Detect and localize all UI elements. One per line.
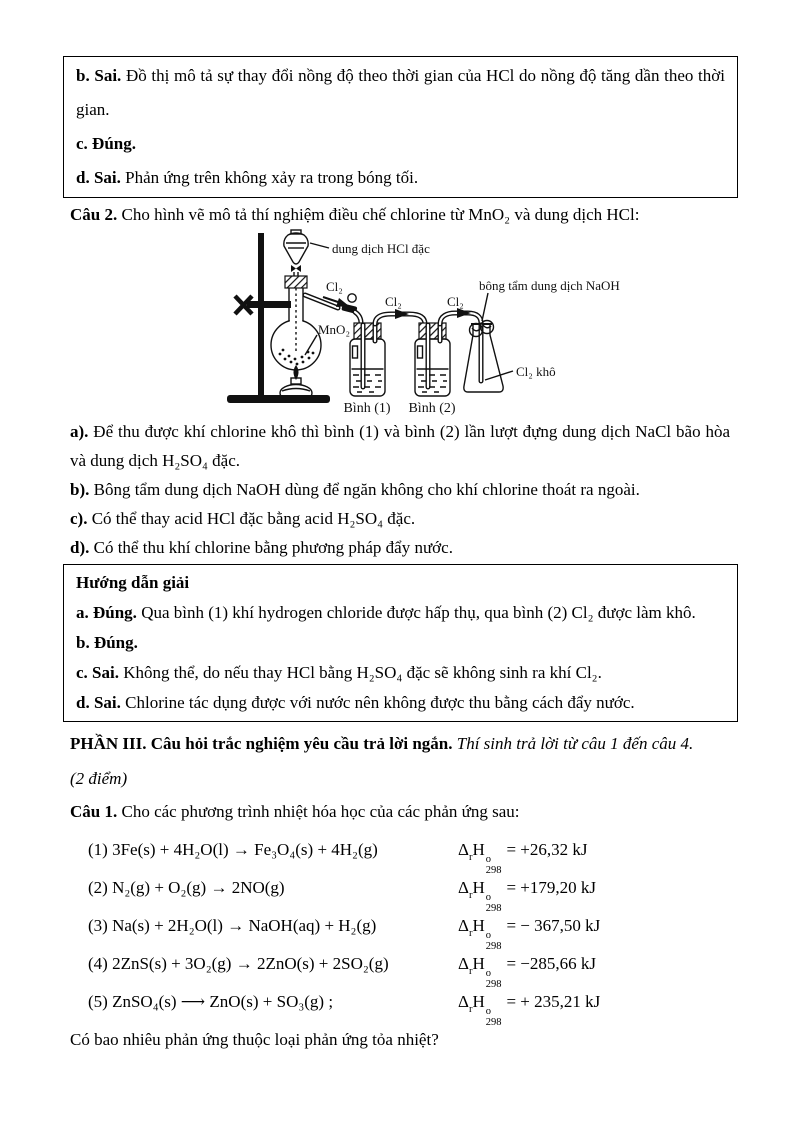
statement-b — [70, 475, 730, 504]
answer-text: Đồ thị mô tả sự thay đổi nồng độ theo thời gian của HCl do nồng độ tăng dần theo thời gian. — [76, 66, 725, 119]
answer-text: Qua bình (1) khí hydrogen chloride được hấp thụ, qua bình (2) Cl₂ được làm khô. — [136, 603, 696, 622]
naoh-cotton-label: bông tẩm dung dịch NaOH — [479, 278, 620, 293]
equation-row — [88, 983, 730, 1029]
connecting-tube-1 — [375, 294, 425, 324]
equation-row — [88, 831, 730, 877]
rubber-stopper — [285, 276, 307, 288]
answer-lead: b. Sai. — [76, 66, 122, 85]
section-title: PHẦN III. Câu hỏi trắc nghiệm yêu cầu trả lời ngắn. — [70, 734, 453, 753]
bottle-1-label: Bình (1) — [343, 401, 391, 415]
cl2-label: Cl₂ — [326, 279, 343, 294]
answer-text: Không thể, do nếu thay HCl bằng H₂SO₄ đặc sẽ không sinh ra khí Cl₂. — [118, 663, 602, 682]
question-text: Cho hình vẽ mô tả thí nghiệm điều chế chlorine từ MnO₂ và dung dịch HCl: — [117, 205, 640, 224]
gas-washing-bottle-1 — [350, 323, 385, 396]
section-3-heading — [70, 726, 730, 761]
answer-lead: c. Sai. — [76, 663, 119, 682]
flow-arrow — [457, 308, 471, 318]
cl2-label: Cl₂ — [447, 294, 464, 309]
statement-c — [70, 504, 730, 533]
answer-text: Phản ứng trên không xảy ra trong bóng tối. — [120, 168, 419, 187]
cl2-label: Cl₂ — [385, 294, 402, 309]
flow-arrow — [395, 309, 409, 319]
statement-lead: c). — [70, 509, 88, 528]
answer-lead: c. Đúng. — [76, 134, 136, 153]
statement-text: Có thể thay acid HCl đặc bằng acid H₂SO₄ đặc. — [87, 509, 416, 528]
solution-line — [76, 688, 725, 718]
connecting-tube-2 — [440, 294, 481, 324]
hcl-funnel-label: dung dịch HCl đặc — [332, 241, 430, 256]
bottle-2-label: Bình (2) — [408, 401, 456, 415]
question-1-stem — [70, 796, 730, 827]
enthalpy: $\Delta_rH$ o 298 = − 367,50 kJ — [458, 916, 601, 953]
enthalpy: $\Delta_rH$ o 298 = + 235,21 kJ — [458, 992, 601, 1029]
solution-line — [76, 598, 725, 628]
mno2-solid — [279, 349, 315, 366]
gas-outlet-tube — [305, 294, 361, 323]
answer-lead: b. Đúng. — [76, 633, 138, 652]
section-instruction: Thí sinh trả lời từ câu 1 đến câu 4. — [452, 734, 694, 753]
statement-d — [70, 533, 730, 562]
solution-box-top — [63, 56, 738, 198]
statement-lead: d). — [70, 538, 90, 557]
mno2-label: MnO₂ — [318, 322, 350, 337]
solution-line — [76, 127, 725, 161]
section-points: (2 điểm) — [70, 769, 128, 788]
answer-lead: d. Sai. — [76, 693, 121, 712]
gas-washing-bottle-2 — [415, 323, 450, 396]
answer-lead: a. Đúng. — [76, 603, 137, 622]
statement-lead: a). — [70, 422, 89, 441]
apparatus-svg — [225, 229, 705, 415]
solution-line — [76, 628, 725, 658]
enthalpy: $\Delta_rH$ o 298 = +26,32 kJ — [458, 840, 588, 877]
stopcock-ring — [348, 294, 356, 302]
equation: (1) 3Fe(s) + 4H₂O(l) → Fe₃O₄(s) + 4H₂(g) — [88, 840, 378, 859]
retort-stand — [227, 233, 330, 403]
equation: (4) 2ZnS(s) + 3O₂(g) → 2ZnO(s) + 2SO₂(g) — [88, 954, 389, 973]
equation: (3) Na(s) + 2H₂O(l) → NaOH(aq) + H₂(g) — [88, 916, 377, 935]
solution-line — [76, 161, 725, 195]
equation-row — [88, 907, 730, 953]
question-number: Câu 1. — [70, 802, 118, 821]
statement-text: Bông tẩm dung dịch NaOH dùng để ngăn không cho khí chlorine thoát ra ngoài. — [89, 480, 640, 499]
erlenmeyer-flask — [464, 321, 503, 393]
question-text: Cho các phương trình nhiệt hóa học của các phản ứng sau: — [117, 802, 520, 821]
equation-row — [88, 869, 730, 915]
statement-text: Có thể thu khí chlorine bằng phương pháp đẩy nước. — [89, 538, 453, 557]
equation: (2) N₂(g) + O₂(g) → 2NO(g) — [88, 878, 285, 897]
answer-lead: d. Sai. — [76, 168, 121, 187]
flow-arrow — [336, 298, 349, 307]
equation-row — [88, 945, 730, 991]
answer-text: Chlorine tác dụng được với nước nên không được thu bằng cách đẩy nước. — [120, 693, 635, 712]
question-2-stem — [70, 200, 734, 229]
dry-cl2-label: Cl₂ khô — [516, 364, 556, 379]
chlorine-apparatus-diagram — [225, 229, 794, 415]
dropping-funnel — [284, 230, 308, 276]
equation-list — [88, 831, 730, 1029]
solution-line — [76, 658, 725, 688]
closing-question: Có bao nhiêu phản ứng thuộc loại phản ứng tỏa nhiệt? — [70, 1030, 439, 1049]
solution-box — [63, 564, 738, 722]
enthalpy: $\Delta_rH$ o 298 = +179,20 kJ — [458, 878, 597, 915]
statement-text: Để thu được khí chlorine khô thì bình (1) và bình (2) lần lượt đựng dung dịch NaCl bão hòa và dung dịch H₂SO₄ đặc. — [70, 422, 730, 470]
statement-lead: b). — [70, 480, 90, 499]
equation: (5) ZnSO₄(s) ⟶ ZnO(s) + SO₃(g) ; — [88, 992, 334, 1011]
solution-title: Hướng dẫn giải — [76, 573, 190, 592]
statement-a — [70, 417, 730, 475]
question-number: Câu 2. — [70, 205, 118, 224]
enthalpy: $\Delta_rH$ o 298 = −285,66 kJ — [458, 954, 597, 991]
solution-line — [76, 59, 725, 127]
